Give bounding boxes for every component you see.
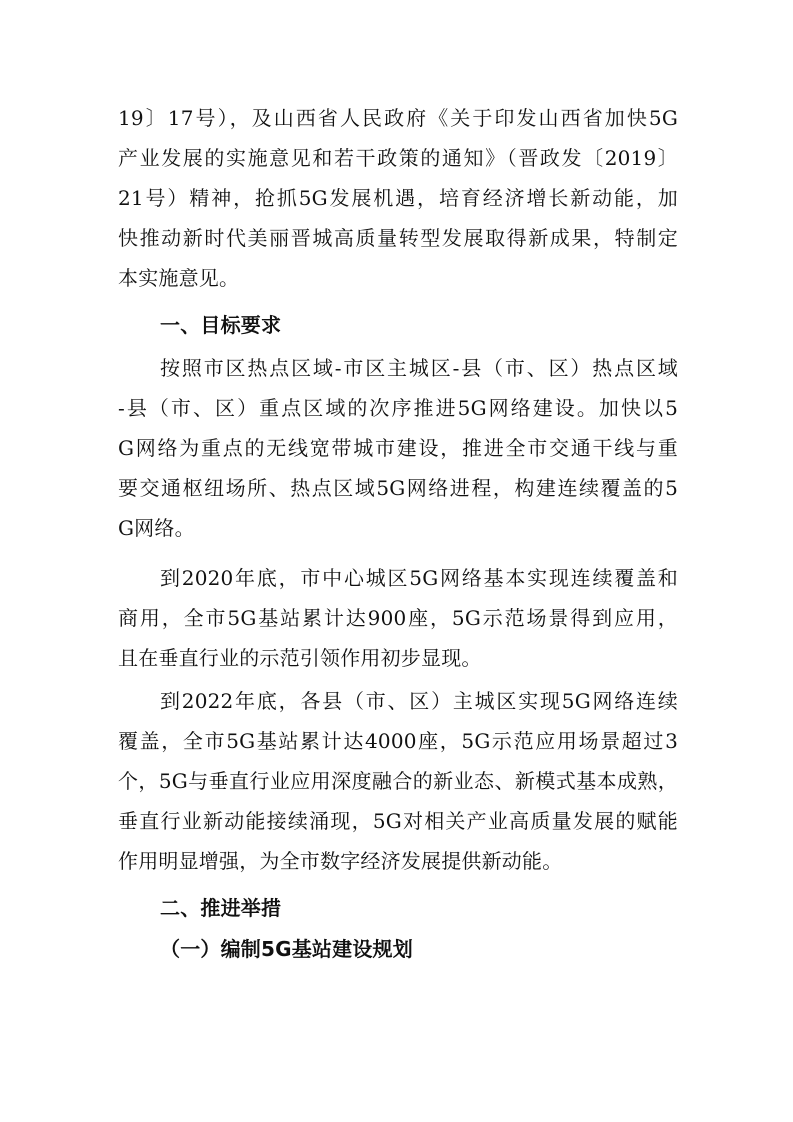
body-text-line: 作用明显增强，为全市数字经济发展提供新动能。 [118, 849, 563, 873]
subsection-heading: （一）编制5G基站建设规划 [160, 937, 413, 961]
body-text-line: 产业发展的实施意见和若干政策的通知》（晋政发〔2019〕 [118, 146, 678, 170]
body-text-line: 要交通枢纽场所、热点区域5G网络进程，构建连续覆盖的5 [118, 476, 678, 500]
body-text-line: G网络为重点的无线宽带城市建设，推进全市交通干线与重 [118, 436, 678, 460]
section-heading: 一、目标要求 [160, 313, 282, 337]
body-text-line: 按照市区热点区域-市区主城区-县（市、区）热点区域 [160, 356, 678, 380]
body-text-line: 本实施意见。 [118, 266, 240, 290]
section-heading: 二、推进举措 [160, 896, 282, 920]
body-text-line: 到2020年底，市中心城区5G网络基本实现连续覆盖和 [160, 566, 678, 590]
body-text-line: G网络。 [118, 516, 195, 540]
body-text-line: 且在垂直行业的示范引领作用初步显现。 [118, 646, 482, 670]
body-text-line: 21号）精神，抢抓5G发展机遇，培育经济增长新动能，加 [118, 186, 678, 210]
body-text-line: 个，5G与垂直行业应用深度融合的新业态、新模式基本成熟， [118, 769, 678, 793]
body-text-line: 商用，全市5G基站累计达900座，5G示范场景得到应用， [118, 606, 678, 630]
body-text-line: -县（市、区）重点区域的次序推进5G网络建设。加快以5 [118, 396, 678, 420]
body-text-line: 垂直行业新动能接续涌现，5G对相关产业高质量发展的赋能 [118, 809, 678, 833]
body-text-line: 到2022年底，各县（市、区）主城区实现5G网络连续 [160, 689, 678, 713]
body-text-line: 覆盖，全市5G基站累计达4000座，5G示范应用场景超过3 [118, 729, 678, 753]
body-text-line: 19〕17号），及山西省人民政府《关于印发山西省加快5G [118, 106, 678, 130]
body-text-line: 快推动新时代美丽晋城高质量转型发展取得新成果，特制定 [118, 226, 678, 250]
